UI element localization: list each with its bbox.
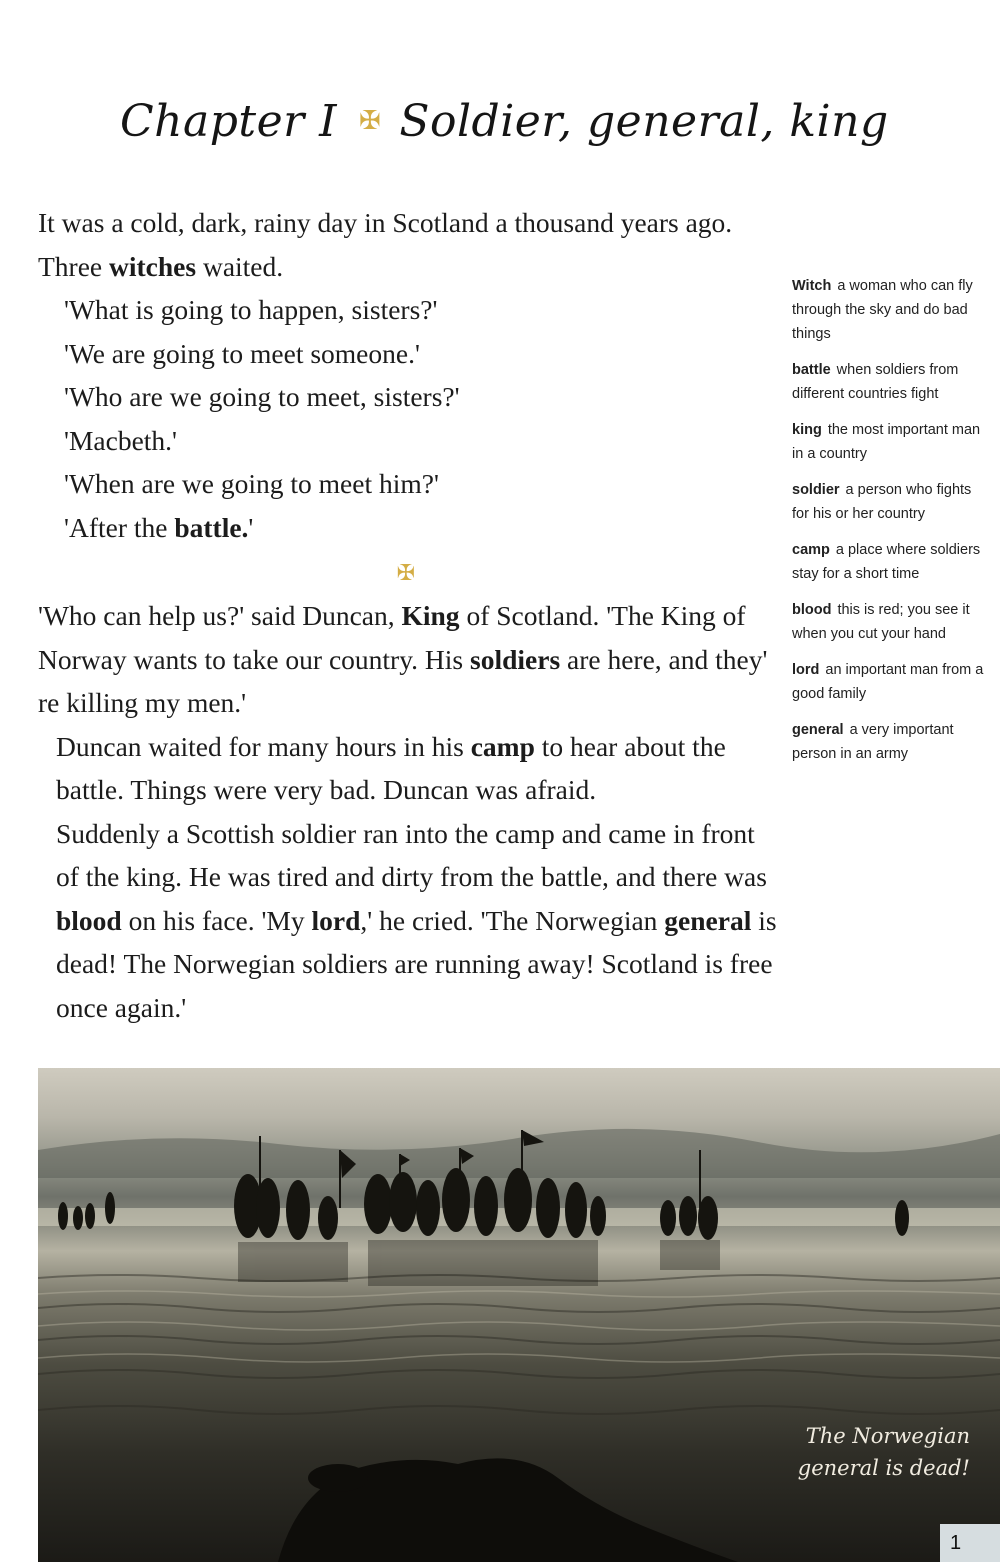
glossary-definition: a very important person in an army — [792, 722, 954, 762]
section-divider-icon: ✠ — [396, 561, 416, 586]
glossary-word-blood: blood — [56, 904, 122, 936]
story-text: of Scotland. 'The King of Norway wants to take our country. His — [38, 600, 746, 675]
photo-caption — [790, 1420, 970, 1484]
glossary-definition: this is red; you see it when you cut your hand — [792, 602, 970, 642]
story-text: on his face. 'My — [121, 904, 312, 936]
story-section-two — [38, 594, 783, 1029]
story-paragraph — [38, 725, 783, 812]
dialogue-line: 'When are we going to meet him?' — [64, 468, 439, 499]
glossary-entry — [792, 718, 992, 766]
glossary-definition: a woman who can fly through the sky and do bad things — [792, 278, 973, 342]
glossary-entry — [792, 538, 992, 586]
battle-photo — [38, 1068, 1000, 1562]
soldiers-silhouette-image — [38, 1068, 1000, 1562]
glossary-word-witches: witches — [109, 250, 197, 282]
glossary-entry — [792, 274, 992, 346]
dialogue-line: 'Who are we going to meet, sisters?' — [64, 381, 460, 412]
glossary-word-lord: lord — [311, 904, 361, 936]
dialogue-line — [38, 506, 783, 550]
story-text: is dead! The Norwegian soldiers are running away! Scotland is free once again.' — [56, 904, 777, 1023]
dialogue-line: 'What is going to happen, sisters?' — [64, 294, 438, 325]
cross-ornament-icon: ✠ — [359, 105, 382, 136]
glossary-entry — [792, 478, 992, 526]
glossary-entry — [792, 658, 992, 706]
chapter-number: Chapter I — [120, 96, 338, 147]
glossary-word-general: general — [664, 904, 752, 936]
glossary-word-king: King — [401, 600, 460, 631]
glossary-term: camp — [792, 542, 830, 558]
glossary-term: blood — [792, 602, 832, 618]
page-number: 1 — [940, 1524, 1000, 1562]
glossary-term: general — [792, 722, 844, 738]
glossary-definition: an important man from a good family — [792, 662, 984, 702]
glossary-term: king — [792, 422, 822, 438]
story-text: Suddenly a Scottish soldier ran into the camp and came in front of the king. He was tired and dirty from the battle, and there was — [56, 817, 767, 892]
glossary-word-camp: camp — [470, 730, 535, 762]
glossary-sidebar — [792, 274, 992, 778]
glossary-definition: a place where soldiers stay for a short time — [792, 542, 981, 582]
story-text: 'Who can help us?' said Duncan, — [38, 600, 402, 631]
story-text: to hear about the battle. Things were very bad. Duncan was afraid. — [56, 730, 726, 805]
glossary-term: Witch — [792, 278, 832, 294]
chapter-title: Soldier, general, king — [399, 96, 889, 147]
glossary-term: lord — [792, 662, 820, 678]
story-paragraph — [38, 201, 783, 288]
glossary-entry — [792, 598, 992, 646]
glossary-term: soldier — [792, 482, 840, 498]
story-paragraph — [38, 812, 783, 1030]
glossary-word-battle: battle. — [174, 511, 249, 543]
caption-line: general is dead! — [797, 1456, 970, 1480]
glossary-definition: when soldiers from different countries fight — [792, 362, 959, 402]
dialogue-line: 'Macbeth.' — [64, 424, 177, 456]
chapter-heading — [120, 96, 889, 166]
story-text: 'After the — [64, 511, 175, 543]
story-text: ,' he cried. 'The Norwegian — [360, 904, 665, 936]
story-text: It was a cold, dark, rainy day in Scotland a thousand years ago. Three — [38, 207, 733, 282]
glossary-entry — [792, 358, 992, 406]
glossary-entry — [792, 418, 992, 466]
story-text: Duncan waited for many hours in his — [56, 730, 471, 762]
story-text: ' — [248, 511, 254, 543]
glossary-definition: a person who fights for his or her country — [792, 482, 972, 522]
story-text: waited. — [196, 250, 284, 282]
story-section-one — [38, 201, 783, 549]
glossary-definition: the most important man in a country — [792, 422, 981, 462]
glossary-term: battle — [792, 362, 831, 378]
caption-line: The Norwegian — [805, 1424, 970, 1448]
glossary-word-soldiers: soldiers — [470, 643, 561, 675]
story-text: are here, and they' re killing my men.' — [38, 643, 768, 718]
dialogue-line: 'We are going to meet someone.' — [64, 337, 420, 369]
story-paragraph — [38, 594, 783, 725]
